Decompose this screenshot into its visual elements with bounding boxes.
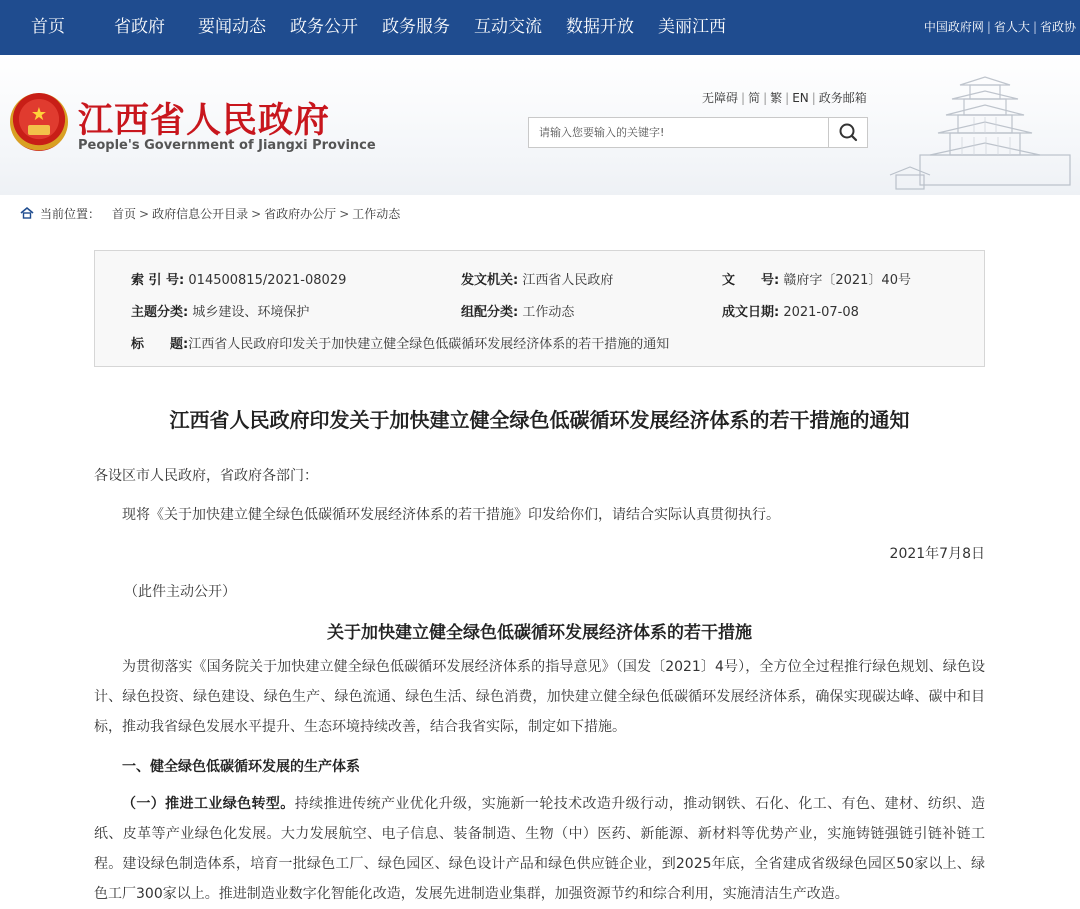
link-provincial-cppcc[interactable]: 省政协 <box>1039 20 1076 34</box>
site-header <box>0 55 1080 195</box>
article-salutation: 各设区市人民政府，省政府各部门： <box>94 468 318 484</box>
breadcrumb-item-home[interactable]: 首页 <box>112 207 137 221</box>
breadcrumb-label: 当前位置： <box>40 207 101 221</box>
home-icon <box>20 207 34 219</box>
divider: | <box>811 91 816 105</box>
article-title: 江西省人民政府印发关于加快建立健全绿色低碳循环发展经济体系的若干措施的通知 <box>169 408 910 432</box>
chevron-right-icon: > <box>139 207 150 221</box>
info-document-number: 文 号: 赣府字〔2021〕40号 <box>722 273 911 288</box>
info-issuer: 发文机关: 江西省人民政府 <box>461 273 614 288</box>
nav-item-home[interactable]: 首页 <box>31 17 65 37</box>
nav-item-services[interactable]: 政务服务 <box>382 17 450 37</box>
site-subtitle: People's Government of Jiangxi Province <box>78 138 376 153</box>
info-title: 标 题:江西省人民政府印发关于加快建立健全绿色低碳循环发展经济体系的若干措施的通知 <box>131 337 670 352</box>
divider: | <box>1032 20 1037 34</box>
article-date: 2021年7月8日 <box>889 546 985 562</box>
chevron-right-icon: > <box>251 207 262 221</box>
top-nav <box>0 0 1080 55</box>
search-button[interactable] <box>828 118 867 147</box>
paragraph-text: 持续推进传统产业优化升级，实施新一轮技术改造升级行动，推动钢铁、石化、化工、有色、建材、纺织、造纸、皮革等产业绿色化发展。大力发展航空、电子信息、装备制造、生物（中）医药、新能源、新材料等优势产业，实施铸链强链引链补链工程。建设绿色制造体系，培育一批绿色工厂、绿色园区、绿色设计产品和绿色供应链企业，到2025年底，全省建成省级绿色园区50家以上、绿色工厂300家以上。推进制造业数字化智能化改造，发展先进制造业集群，加强资源节约和综合利用，实施清洁生产改造。 <box>94 796 986 902</box>
search-box <box>528 117 868 148</box>
breadcrumb-item-catalog[interactable]: 政府信息公开目录 <box>152 207 249 221</box>
link-simplified[interactable]: 简 <box>748 91 761 105</box>
article-subtitle: 关于加快建立健全绿色低碳循环发展经济体系的若干措施 <box>327 623 752 643</box>
article-public-note: （此件主动公开） <box>124 584 236 600</box>
link-china-gov[interactable]: 中国政府网 <box>923 20 984 34</box>
info-topic: 主题分类: 城乡建设、环境保护 <box>131 305 310 320</box>
link-traditional[interactable]: 繁 <box>770 91 783 105</box>
info-date: 成文日期: 2021-07-08 <box>722 305 859 320</box>
nav-item-open-affairs[interactable]: 政务公开 <box>290 17 358 37</box>
national-emblem-icon: ★ <box>10 93 68 151</box>
article-section-heading-1: 一、健全绿色低碳循环发展的生产体系 <box>122 759 360 775</box>
utility-links <box>702 89 867 106</box>
breadcrumb-item-office[interactable]: 省政府办公厅 <box>264 207 337 221</box>
pagoda-illustration-icon <box>890 55 1080 195</box>
site-title[interactable]: 江西省人民政府 <box>78 100 331 141</box>
nav-item-beautiful-jiangxi[interactable]: 美丽江西 <box>658 17 726 37</box>
document-info-table <box>94 250 985 367</box>
nav-item-provincial-government[interactable]: 省政府 <box>114 17 165 37</box>
info-index-number: 索 引 号: 014500815/2021-08029 <box>131 273 347 288</box>
breadcrumb <box>20 205 400 222</box>
article-intro: 现将《关于加快建立健全绿色低碳循环发展经济体系的若干措施》印发给你们，请结合实际认真贯彻执行。 <box>122 507 780 523</box>
paragraph-lead: （一）推进工业绿色转型。 <box>122 796 295 812</box>
search-icon <box>829 118 868 147</box>
link-provincial-congress[interactable]: 省人大 <box>993 20 1030 34</box>
divider: | <box>986 20 991 34</box>
external-links <box>924 0 1076 55</box>
info-category: 组配分类: 工作动态 <box>461 305 575 320</box>
chevron-right-icon: > <box>339 207 350 221</box>
link-gov-mail[interactable]: 政务邮箱 <box>818 91 867 105</box>
nav-item-news[interactable]: 要闻动态 <box>198 17 266 37</box>
breadcrumb-item-current[interactable]: 工作动态 <box>352 207 401 221</box>
link-english[interactable]: EN <box>792 91 809 105</box>
nav-item-open-data[interactable]: 数据开放 <box>566 17 634 37</box>
article-paragraph-2 <box>94 789 986 902</box>
nav-item-interaction[interactable]: 互动交流 <box>474 17 542 37</box>
search-input[interactable] <box>529 118 829 147</box>
link-accessibility[interactable]: 无障碍 <box>702 91 739 105</box>
article-paragraph-1: 为贯彻落实《国务院关于加快建立健全绿色低碳循环发展经济体系的指导意见》（国发〔2021〕4号），全方位全过程推行绿色规划、绿色设计、绿色投资、绿色建设、绿色生产、绿色流通、绿色生活、绿色消费，加快建立健全绿色低碳循环发展经济体系，确保实现碳达峰、碳中和目标，推动我省绿色发展水平提升、生态环境持续改善，结合我省实际，制定如下措施。 <box>94 659 985 735</box>
divider: | <box>763 91 768 105</box>
divider: | <box>741 91 746 105</box>
divider: | <box>785 91 790 105</box>
